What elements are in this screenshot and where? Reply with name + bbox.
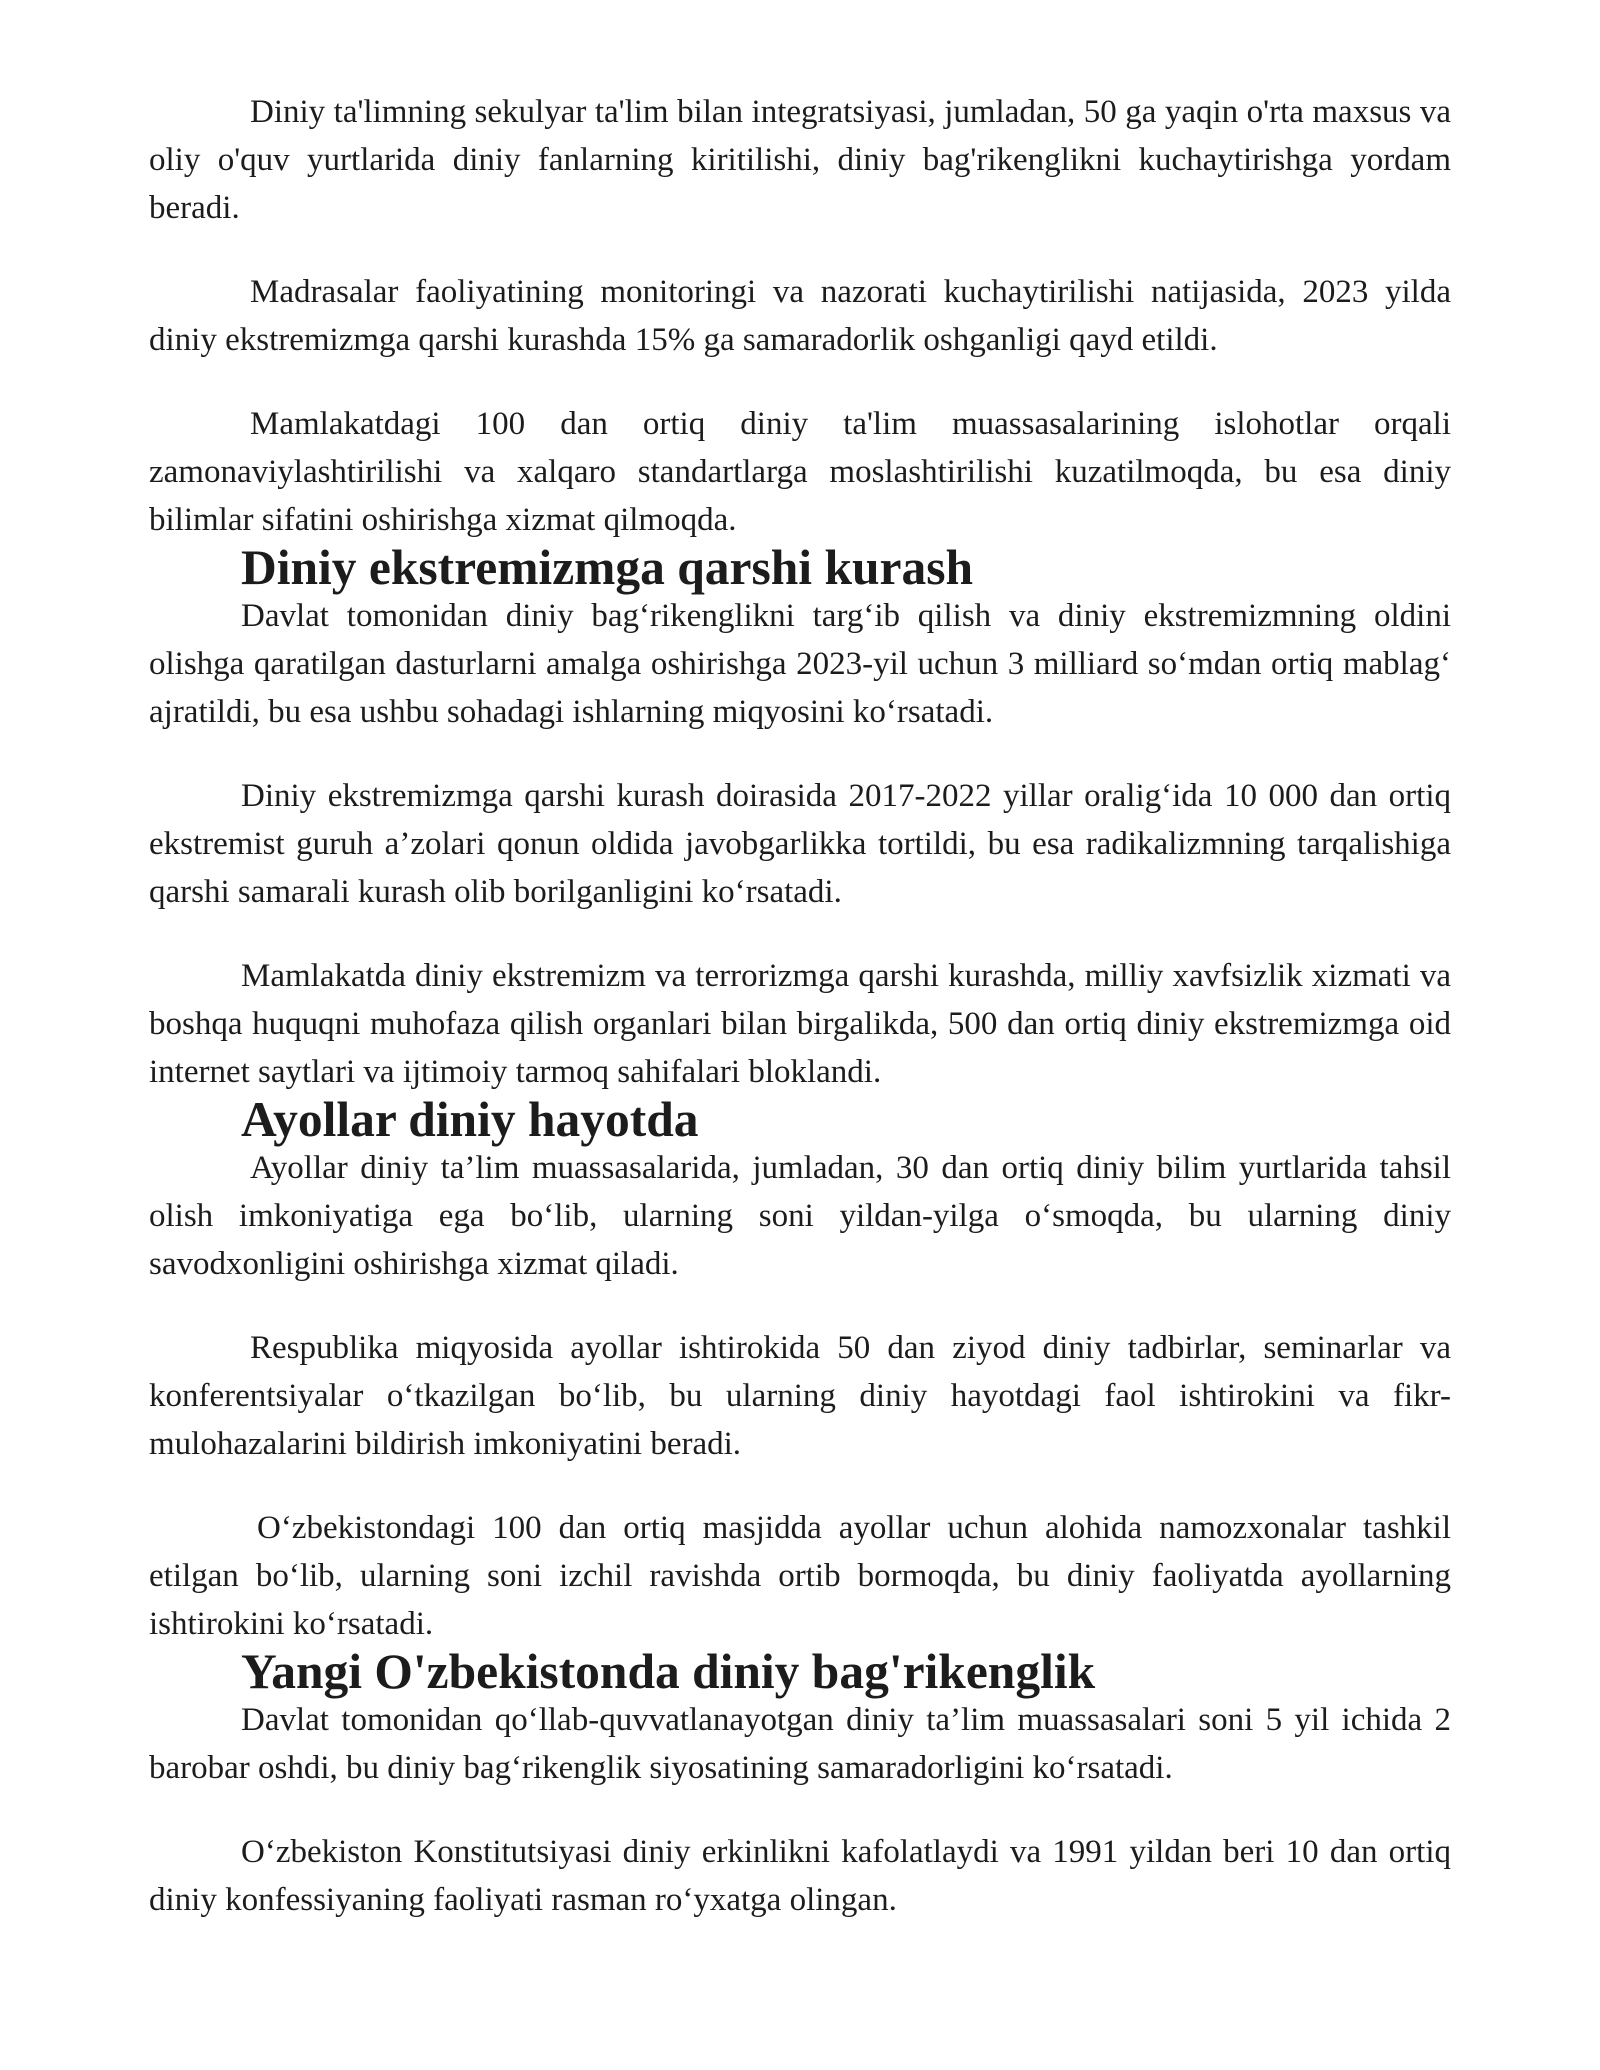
paragraph-supported-institutions: Davlat tomonidan qo‘llab-quvvatlanayotgan diniy ta’lim muassasalari soni 5 yil ichida 2 barobar oshdi, bu diniy bag‘rikenglik siyosatining samaradorligini ko‘rsatadi.: [149, 1702, 1451, 1786]
paragraph-women-education: Ayollar diniy ta’lim muassasalarida, jumladan, 30 dan ortiq diniy bilim yurtlarida tahsil olish imkoniyatiga ega bo‘lib, ularning soni yildan-yilga o‘smoqda, bu ularning diniy savodxonligini oshirishga xizmat qiladi.: [149, 1150, 1451, 1282]
paragraph-madrasa-monitoring: Madrasalar faoliyatining monitoringi va nazorati kuchaytirilishi natijasida, 2023 yilda diniy ekstremizmga qarshi kurashda 15% ga samaradorlik oshganligi qayd etildi.: [149, 274, 1451, 358]
paragraph-state-funding: Davlat tomonidan diniy bag‘rikenglikni targ‘ib qilish va diniy ekstremizmning oldini olishga qaratilgan dasturlarni amalga oshirishga 2023-yil uchun 3 milliard so‘mdan ortiq mablag‘ ajratildi, bu esa ushbu sohadagi ishlarning miqyosini ko‘rsatadi.: [149, 598, 1451, 730]
paragraph-women-events: Respublika miqyosida ayollar ishtirokida 50 dan ziyod diniy tadbirlar, seminarlar va konferentsiyalar o‘tkazilgan bo‘lib, bu ularning diniy hayotdagi faol ishtirokini va fikr-mulohazalarini bildirish imkoniyatini beradi.: [149, 1330, 1451, 1462]
paragraph-institutions-modernization: Mamlakatdagi 100 dan ortiq diniy ta'lim muassasalarining islohotlar orqali zamonaviylashtirilishi va xalqaro standartlarga moslashtirilishi kuzatilmoqda, bu esa diniy bilimlar sifatini oshirishga xizmat qilmoqda.: [149, 406, 1451, 538]
paragraph-constitution-freedom: O‘zbekiston Konstitutsiyasi diniy erkinlikni kafolatlaydi va 1991 yildan beri 10 dan ortiq diniy konfessiyaning faoliyati rasman ro‘yxatga olingan.: [149, 1834, 1451, 1918]
heading-new-uzbekistan-tolerance: Yangi O'zbekistonda diniy bag'rikenglik: [241, 1644, 1096, 1699]
heading-women-religious-life: Ayollar diniy hayotda: [241, 1092, 699, 1147]
paragraph-extremist-prosecution: Diniy ekstremizmga qarshi kurash doirasida 2017-2022 yillar oralig‘ida 10 000 dan ortiq ekstremist guruh a’zolari qonun oldida javobgarlikka tortildi, bu esa radikalizmning tarqalishiga qarshi samarali kurash olib borilganligini ko‘rsatadi.: [149, 778, 1451, 910]
document-page: [149, 88, 1451, 1924]
paragraph-women-prayer-rooms: O‘zbekistondagi 100 dan ortiq masjidda ayollar uchun alohida namozxonalar tashkil etilgan bo‘lib, ularning soni izchil ravishda ortib bormoqda, bu diniy faoliyatda ayollarning ishtirokini ko‘rsatadi.: [149, 1510, 1451, 1642]
paragraph-religious-education-integration: Diniy ta'limning sekulyar ta'lim bilan integratsiyasi, jumladan, 50 ga yaqin o'rta maxsus va oliy o'quv yurtlarida diniy fanlarning kiritilishi, diniy bag'rikenglikni kuchaytirishga yordam beradi.: [149, 94, 1451, 226]
paragraph-website-blocking: Mamlakatda diniy ekstremizm va terrorizmga qarshi kurashda, milliy xavfsizlik xizmati va boshqa huquqni muhofaza qilish organlari bilan birgalikda, 500 dan ortiq diniy ekstremizmga oid internet saytlari va ijtimoiy tarmoq sahifalari bloklandi.: [149, 958, 1451, 1090]
heading-extremism: Diniy ekstremizmga qarshi kurash: [241, 540, 974, 595]
